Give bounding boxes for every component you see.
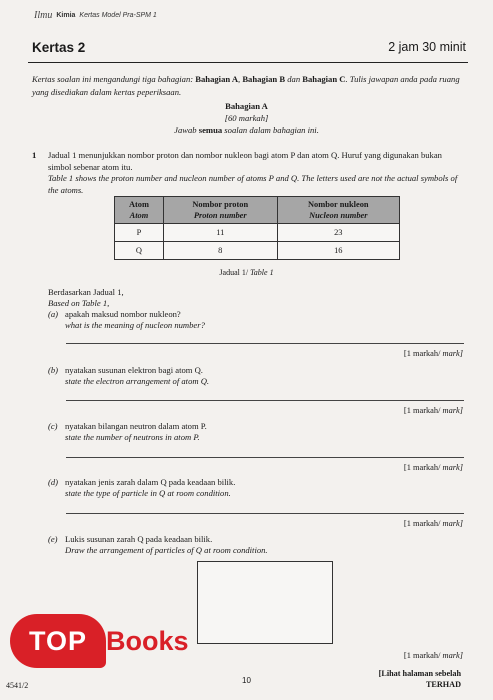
data-table	[114, 196, 400, 260]
answer-line-c[interactable]	[66, 457, 464, 458]
watermark-logo	[10, 614, 200, 674]
table-cell: P	[115, 224, 164, 242]
paper-duration: 2 jam 30 minit	[388, 40, 466, 54]
subquestion-letter: (b)	[48, 365, 59, 375]
table-header: Nombor proton Proton number	[163, 197, 277, 224]
marks-d: [1 markah/ mark]	[403, 519, 463, 528]
question-text-en: Table 1 shows the proton number and nucleon number of atoms P and Q. The letters used are not the actual symbols of the atoms.	[48, 173, 458, 195]
page-number: 10	[242, 676, 251, 685]
table-header: Atom Atom	[115, 197, 164, 224]
subquestion-text: Lukis susunan zarah Q pada keadaan bilik. Draw the arrangement of particles of Q at room condition.	[65, 534, 268, 555]
running-header	[34, 10, 157, 21]
subject-name: Kimia	[56, 12, 76, 19]
question-text-ms: Jadual 1 menunjukkan nombor proton dan nombor nukleon bagi atom P dan atom Q. Huruf yang digunakan bukan simbol sebenar atom itu.	[48, 150, 442, 172]
instructions-text: Kertas soalan ini mengandungi tiga bahagian:	[32, 74, 196, 84]
subquestion-letter: (e)	[48, 534, 58, 544]
table-row	[115, 242, 400, 260]
table-header-row	[115, 197, 400, 224]
subquestion-letter: (d)	[48, 477, 59, 487]
table-cell: 23	[277, 224, 399, 242]
subquestion-text: nyatakan bilangan neutron dalam atom P. state the number of neutrons in atom P.	[65, 421, 207, 442]
marks-a: [1 markah/ mark]	[403, 349, 463, 358]
section-b-ref: Bahagian B	[242, 74, 286, 84]
subquestion-letter: (a)	[48, 309, 59, 319]
table-header: Nombor nukleon Nucleon number	[277, 197, 399, 224]
section-heading: Bahagian A	[225, 101, 268, 111]
answer-line-b[interactable]	[66, 400, 464, 401]
question-number: 1	[32, 150, 37, 160]
subquestion-text: nyatakan susunan elektron bagi atom Q. state the electron arrangement of atom Q.	[65, 365, 210, 386]
watermark-books: Books	[106, 626, 189, 656]
marks-b: [1 markah/ mark]	[403, 406, 463, 415]
subquestion-text: nyatakan jenis zarah dalam Q pada keadaan bilik. state the type of particle in Q at room condition.	[65, 477, 236, 498]
paper-title: Kertas 2	[32, 40, 86, 55]
table-caption: Jadual 1/ Table 1	[219, 268, 274, 277]
section-marks: [60 markah]	[224, 113, 269, 123]
instructions	[32, 73, 466, 99]
marks-e: [1 markah/ mark]	[403, 651, 463, 660]
question-stem	[48, 150, 466, 196]
paper-title-bar	[28, 36, 468, 63]
marks-c: [1 markah/ mark]	[403, 463, 463, 472]
section-instruction: Jawab semua soalan dalam bahagian ini.	[174, 125, 319, 135]
series-name: Kertas Model Pra-SPM 1	[79, 12, 157, 19]
answer-line-a[interactable]	[66, 343, 464, 344]
next-page-note: [Lihat halaman sebelah TERHAD	[378, 669, 461, 689]
table-cell: Q	[115, 242, 164, 260]
publisher-logo: Ilmu	[34, 10, 53, 21]
instructions-text-end: . Tulis jawapan anda pada ruang yang disediakan dalam kertas peperiksaan.	[32, 74, 460, 97]
section-c-ref: Bahagian C	[302, 74, 346, 84]
separator: ,	[238, 74, 243, 84]
subquestion-text: apakah maksud nombor nukleon? what is the meaning of nucleon number?	[65, 309, 205, 330]
table-row	[115, 224, 400, 242]
drawing-answer-box[interactable]	[197, 561, 333, 644]
table-cell: 8	[163, 242, 277, 260]
watermark-top: TOP	[10, 614, 106, 668]
table-cell: 16	[277, 242, 399, 260]
paper-code: 4541/2	[6, 681, 29, 690]
table-cell: 11	[163, 224, 277, 242]
conjunction: dan	[285, 74, 303, 84]
section-a-ref: Bahagian A	[195, 74, 239, 84]
subquestion-letter: (c)	[48, 421, 58, 431]
based-on-text: Berdasarkan Jadual 1, Based on Table 1,	[48, 287, 124, 308]
answer-line-d[interactable]	[66, 513, 464, 514]
